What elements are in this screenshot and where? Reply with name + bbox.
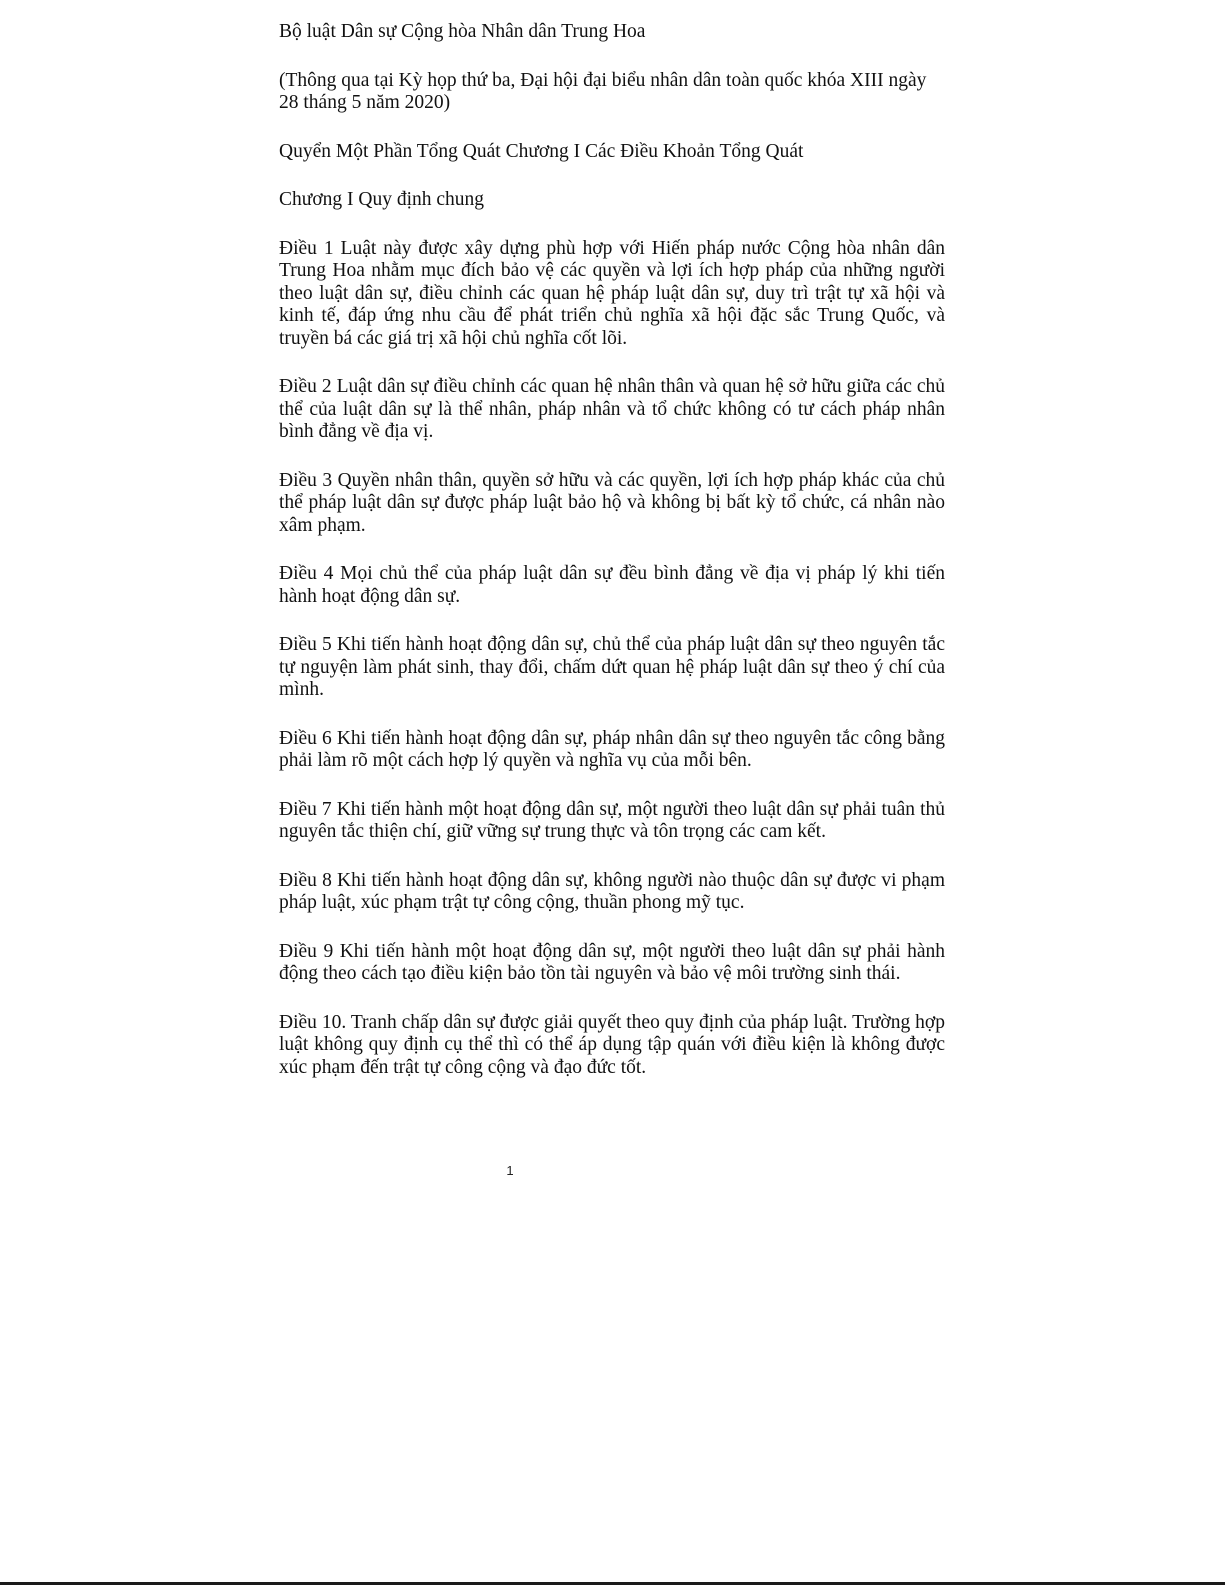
article-6: Điều 6 Khi tiến hành hoạt động dân sự, pháp nhân dân sự theo nguyên tắc công bằng phải làm rõ một cách hợp lý quyền và nghĩa vụ của mỗi bên. <box>279 727 945 771</box>
article-10: Điều 10. Tranh chấp dân sự được giải quyết theo quy định của pháp luật. Trường hợp luật không quy định cụ thể thì có thể áp dụng tập quán với điều kiện là không được xúc phạm đến trật tự công cộng và đạo đức tốt. <box>279 1011 945 1078</box>
chapter-heading: Chương I Quy định chung <box>279 189 485 210</box>
article-9: Điều 9 Khi tiến hành một hoạt động dân sự, một người theo luật dân sự phải hành động theo cách tạo điều kiện bảo tồn tài nguyên và bảo vệ môi trường sinh thái. <box>279 940 945 984</box>
article-7: Điều 7 Khi tiến hành một hoạt động dân sự, một người theo luật dân sự phải tuân thủ nguyên tắc thiện chí, giữ vững sự trung thực và tôn trọng các cam kết. <box>279 798 945 842</box>
article-5: Điều 5 Khi tiến hành hoạt động dân sự, chủ thể của pháp luật dân sự theo nguyên tắc tự nguyện làm phát sinh, thay đổi, chấm dứt quan hệ pháp luật dân sự theo ý chí của mình. <box>279 634 945 700</box>
article-3: Điều 3 Quyền nhân thân, quyền sở hữu và các quyền, lợi ích hợp pháp khác của chủ thể pháp luật dân sự được pháp luật bảo hộ và không bị bất kỳ tổ chức, cá nhân nào xâm phạm. <box>279 469 945 536</box>
article-1: Điều 1 Luật này được xây dựng phù hợp với Hiến pháp nước Cộng hòa nhân dân Trung Hoa nhằm mục đích bảo vệ các quyền và lợi ích hợp pháp của những người theo luật dân sự, điều chỉnh các quan hệ pháp luật dân sự, duy trì trật tự xã hội và kinh tế, đáp ứng nhu cầu để phát triển chủ nghĩa xã hội đặc sắc Trung Quốc, và truyền bá các giá trị xã hội chủ nghĩa cốt lõi. <box>279 237 945 349</box>
document-title: Bộ luật Dân sự Cộng hòa Nhân dân Trung Hoa <box>279 21 646 42</box>
article-2: Điều 2 Luật dân sự điều chỉnh các quan hệ nhân thân và quan hệ sở hữu giữa các chủ thể của luật dân sự là thể nhân, pháp nhân và tổ chức không có tư cách pháp nhân bình đẳng về địa vị. <box>279 376 945 442</box>
book-heading: Quyển Một Phần Tổng Quát Chương I Các Điều Khoản Tổng Quát <box>279 140 804 162</box>
page-number: 1 <box>506 1163 514 1178</box>
article-8: Điều 8 Khi tiến hành hoạt động dân sự, không người nào thuộc dân sự được vi phạm pháp luật, xúc phạm trật tự công cộng, thuần phong mỹ tục. <box>279 869 945 913</box>
adoption-note: (Thông qua tại Kỳ họp thứ ba, Đại hội đại biểu nhân dân toàn quốc khóa XIII ngày 28 tháng 5 năm 2020) <box>279 69 927 113</box>
document-body <box>279 21 945 1105</box>
article-4: Điều 4 Mọi chủ thể của pháp luật dân sự đều bình đẳng về địa vị pháp lý khi tiến hành hoạt động dân sự. <box>279 563 945 607</box>
